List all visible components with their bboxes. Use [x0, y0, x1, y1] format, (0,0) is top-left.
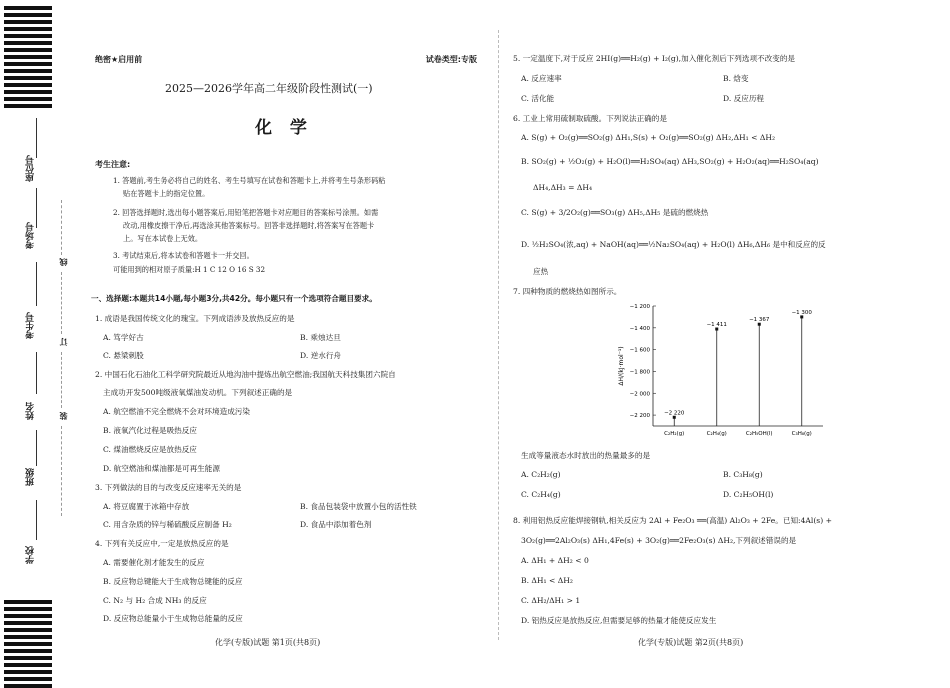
atomic-masses: 可能用到的相对原子质量:H 1 C 12 O 16 S 32 [113, 265, 266, 274]
y-tick-label: −1 800 [629, 369, 650, 376]
data-label: −1 411 [706, 322, 727, 329]
confidential-mark: 绝密★启用前 [95, 55, 143, 64]
q2-option-a: A. 航空燃油不完全燃烧不会对环境造成污染 [103, 407, 250, 416]
q1-option-a: A. 笃学好古 [103, 333, 144, 342]
q4-option-c: C. N₂ 与 H₂ 合成 NH₃ 的反应 [103, 596, 207, 605]
label-name: 姓名 [26, 402, 36, 420]
y-tick-label: −1 200 [629, 304, 650, 310]
q8-stem: 8. 利用铝热反应能焊接钢轨,相关反应为 2Al + Fe₂O₃ ══(高温) Al₂O₃ + 2Fe。已知:4Al(s) + [513, 516, 832, 525]
q7-option-c: C. C₂H₄(g) [521, 490, 561, 499]
page-footer-2: 化学(专版)试题 第2页(共8页) [638, 638, 744, 647]
binding-stripe [4, 48, 52, 52]
q5-option-a: A. 反应速率 [521, 74, 562, 83]
q1-option-d: D. 逆水行舟 [300, 351, 342, 360]
binding-stripe [4, 34, 52, 38]
y-tick-label: −2 000 [629, 391, 650, 398]
x-tick-label: C₃H₈(g) [791, 431, 812, 437]
notice-line: 1. 答题前,考生务必将自己的姓名、考生号填写在试卷和答题卡上,并将考生号条形码粘 [113, 176, 386, 185]
binding-stripe [4, 684, 52, 688]
binding-stripe [4, 20, 52, 24]
binding-stripe [4, 607, 52, 611]
q3-stem: 3. 下列做法的目的与改变反应速率无关的是 [95, 483, 242, 492]
combustion-heat-chart [613, 300, 833, 448]
binding-stripes [4, 0, 52, 688]
q6-stem: 6. 工业上常用硫制取硫酸。下列说法正确的是 [513, 114, 667, 123]
binding-stripe [4, 642, 52, 646]
binding-stripe [4, 69, 52, 73]
q6-option-d-cont: 应热 [533, 267, 549, 276]
q7-question: 生成等量液态水时放出的热量最多的是 [521, 451, 651, 460]
notice-line: 上。写在本试卷上无效。 [123, 234, 203, 243]
binding-stripe [4, 6, 52, 10]
label-school: 学校 [26, 546, 36, 564]
binding-stripe [4, 628, 52, 632]
q4-option-b: B. 反应物总键能大于生成物总键能的反应 [103, 577, 243, 586]
q5-option-c: C. 活化能 [521, 94, 555, 103]
subject-title: 化 学 [255, 118, 313, 138]
label-class: 班级 [26, 468, 36, 486]
binding-stripe [4, 663, 52, 667]
section-heading: 一、选择题:本题共14小题,每小题3分,共42分。每小题只有一个选项符合题目要求。 [91, 294, 377, 303]
q3-option-d: D. 食品中添加着色剂 [300, 520, 372, 529]
margin-line [36, 430, 37, 466]
column-divider [498, 30, 500, 640]
seal-char-bind: 订 [59, 338, 68, 346]
seal-char-line: 线 [59, 258, 68, 266]
q3-option-a: A. 将豆腐置于冰箱中存放 [103, 502, 190, 511]
q4-option-a: A. 需要催化剂才能发生的反应 [103, 558, 205, 567]
binding-stripe [4, 90, 52, 94]
seal-dash [61, 352, 62, 408]
notice-line: 贴在答题卡上的指定位置。 [123, 189, 210, 198]
label-exam-room: 考场号 [26, 222, 36, 249]
q7-option-a: A. C₂H₂(g) [521, 470, 561, 479]
binding-stripe [4, 677, 52, 681]
binding-stripe [4, 13, 52, 17]
binding-stripe [4, 76, 52, 80]
binding-stripe [4, 97, 52, 101]
binding-stripe [4, 55, 52, 59]
q8-stem-cont: 3O₂(g)══2Al₂O₃(s) ΔH₁,4Fe(s) + 3O₂(g)══2Fe₂O₃(s) ΔH₂,下列叙述错误的是 [521, 536, 797, 545]
data-label: −1 300 [791, 309, 812, 316]
binding-stripe [4, 649, 52, 653]
q7-option-d: D. C₂H₅OH(l) [723, 490, 774, 499]
q8-option-b: B. ΔH₁ < ΔH₂ [521, 576, 573, 585]
q8-option-a: A. ΔH₁ + ΔH₂ < 0 [521, 556, 589, 565]
data-label: −1 367 [749, 317, 770, 324]
notice-line: 2. 回答选择题时,选出每小题答案后,用铅笔把答题卡对应题目的答案标号涂黑。如需 [113, 208, 379, 217]
y-tick-label: −1 600 [629, 347, 650, 354]
binding-stripe [4, 104, 52, 108]
q7-stem: 7. 四种物质的燃烧热如图所示。 [513, 287, 622, 296]
q6-option-a: A. S(g) + O₂(g)══SO₂(g) ΔH₁,S(s) + O₂(g)══SO₂(g) ΔH₂,ΔH₁ < ΔH₂ [521, 133, 776, 142]
binding-stripe [4, 62, 52, 66]
q1-option-c: C. 悬梁刺股 [103, 351, 144, 360]
binding-stripe [4, 621, 52, 625]
seal-dash [61, 200, 62, 255]
q5-stem: 5. 一定温度下,对于反应 2HI(g)══H₂(g) + I₂(g),加入催化剂后下列选项不改变的是 [513, 54, 796, 63]
q5-option-d: D. 反应历程 [723, 94, 765, 103]
margin-line [36, 352, 37, 394]
seal-dash [61, 272, 62, 334]
q6-option-d: D. ½H₂SO₄(浓,aq) + NaOH(aq)══½Na₂SO₄(aq) + H₂O(l) ΔH₆,ΔH₆ 是中和反应的反 [521, 240, 826, 249]
seal-char-pack: 装 [59, 412, 68, 420]
data-label: −2 220 [664, 410, 685, 417]
q5-option-b: B. 焓变 [723, 74, 749, 83]
notice-line: 改动,用橡皮擦干净后,再选涂其他答案标号。回答非选择题时,将答案写在答题卡 [123, 221, 375, 230]
binding-stripe [4, 600, 52, 604]
label-seat-no: 座位号 [26, 155, 36, 182]
q6-option-b-cont: ΔH₄,ΔH₃ = ΔH₄ [533, 183, 593, 192]
x-tick-label: C₂H₅OH(l) [745, 431, 773, 437]
binding-stripe [4, 656, 52, 660]
y-tick-label: −2 200 [629, 413, 650, 420]
q2-option-d: D. 航空燃油和煤油都是可再生能源 [103, 464, 220, 473]
q4-stem: 4. 下列有关反应中,一定是放热反应的是 [95, 539, 229, 548]
q2-option-c: C. 煤油燃烧反应是放热反应 [103, 445, 197, 454]
x-tick-label: C₂H₄(g) [706, 431, 727, 437]
seal-dash [61, 426, 62, 516]
binding-stripe [4, 27, 52, 31]
binding-stripe [4, 635, 52, 639]
margin-line [36, 118, 37, 158]
y-tick-label: −1 400 [629, 325, 650, 332]
q8-option-c: C. ΔH₂/ΔH₁ > 1 [521, 596, 581, 605]
q8-option-d: D. 铝热反应是放热反应,但需要足够的热量才能使反应发生 [521, 616, 717, 625]
page-footer-1: 化学(专版)试题 第1页(共8页) [215, 638, 321, 647]
exam-title: 2025—2026学年高二年级阶段性测试(一) [165, 82, 373, 95]
label-candidate-no: 考生号 [26, 312, 36, 339]
notice-title: 考生注意: [95, 160, 131, 169]
q1-stem: 1. 成语是我国传统文化的瑰宝。下列成语涉及放热反应的是 [95, 314, 295, 323]
q6-option-b: B. SO₂(g) + ½O₂(g) + H₂O(l)══H₂SO₄(aq) ΔH₃,SO₂(g) + H₂O₂(aq)══H₂SO₄(aq) [521, 157, 819, 166]
q1-option-b: B. 乘烛达旦 [300, 333, 341, 342]
binding-stripe [4, 670, 52, 674]
q7-option-b: B. C₃H₈(g) [723, 470, 763, 479]
paper-type: 试卷类型:专版 [425, 55, 477, 64]
q2-stem: 2. 中国石化石油化工科学研究院最近从地沟油中提炼出航空燃油;我国航天科技集团六院自 [95, 370, 396, 379]
notice-line: 3. 考试结束后,将本试卷和答题卡一并交回。 [113, 251, 254, 260]
q3-option-b: B. 食品包装袋中放置小包的活性铁 [300, 502, 417, 511]
q2-option-b: B. 液氧汽化过程是吸热反应 [103, 426, 197, 435]
q3-option-c: C. 用含杂质的锌与稀硫酸反应制备 H₂ [103, 520, 232, 529]
binding-stripe [4, 83, 52, 87]
margin-line [36, 500, 37, 540]
y-axis-label: ΔH/(kJ·mol⁻¹) [618, 346, 625, 386]
x-tick-label: C₂H₂(g) [664, 431, 685, 437]
q2-stem-cont: 主成功开发500吨级液氧煤油发动机。下列叙述正确的是 [103, 388, 293, 397]
margin-line [36, 262, 37, 306]
binding-stripe [4, 41, 52, 45]
q6-option-c: C. S(g) + 3/2O₂(g)══SO₃(g) ΔH₅,ΔH₅ 是硫的燃烧热 [521, 208, 709, 217]
binding-stripe [4, 614, 52, 618]
q4-option-d: D. 反应物总能量小于生成物总能量的反应 [103, 614, 243, 623]
